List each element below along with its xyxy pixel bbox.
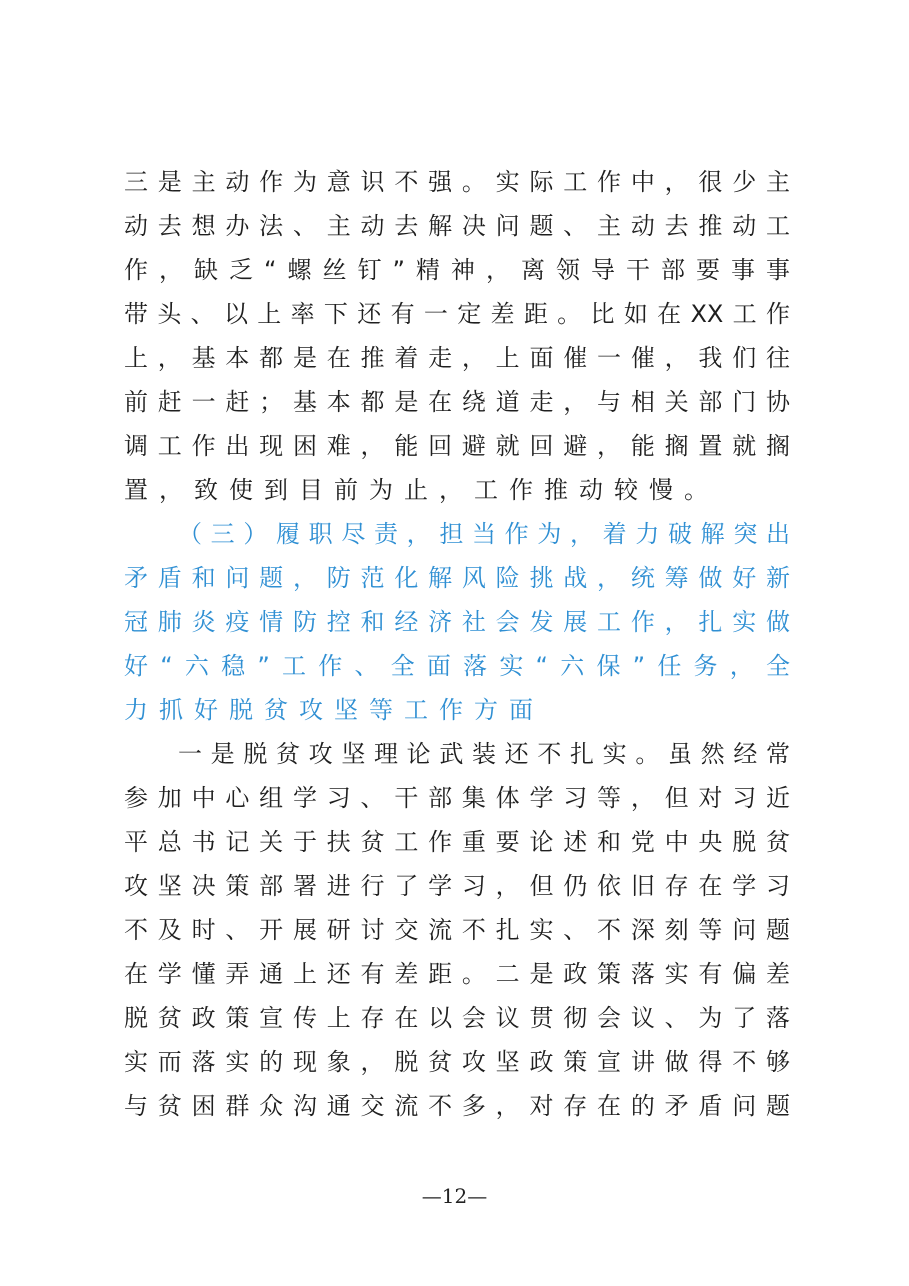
- paragraph-poverty-alleviation: [124, 732, 790, 1128]
- text-line: 带头、以上率下还有一定差距。比如在XX工作: [124, 300, 790, 328]
- text-line: 平总书记关于扶贫工作重要论述和党中央脱贫: [124, 828, 790, 856]
- text-line: 不及时、开展研讨交流不扎实、不深刻等问题: [124, 916, 790, 944]
- text-line: 上，基本都是在推着走，上面催一催，我们往: [124, 344, 790, 372]
- text-line: 攻坚决策部署进行了学习，但仍依旧存在学习: [124, 872, 790, 900]
- text-line: 脱贫政策宣传上存在以会议贯彻会议、为了落: [124, 1004, 790, 1032]
- text-line: 一是脱贫攻坚理论武装还不扎实。虽然经常: [178, 740, 790, 768]
- heading-line: 好“六稳”工作、全面落实“六保”任务，全: [124, 652, 790, 680]
- heading-line: （三）履职尽责，担当作为，着力破解突出: [178, 520, 790, 548]
- text-line: 与贫困群众沟通交流不多，对存在的矛盾问题: [124, 1092, 790, 1120]
- paragraph-proactive-action: [124, 160, 790, 512]
- heading-line: 冠肺炎疫情防控和经济社会发展工作，扎实做: [124, 608, 790, 636]
- text-line: 实而落实的现象，脱贫攻坚政策宣讲做得不够: [124, 1048, 790, 1076]
- heading-line: 矛盾和问题，防范化解风险挑战，统筹做好新: [124, 564, 790, 592]
- text-line: 调工作出现困难，能回避就回避，能搁置就搁: [124, 432, 790, 460]
- text-line: 置，致使到目前为止，工作推动较慢。: [124, 476, 719, 504]
- page-content: [124, 160, 790, 1128]
- page-number: —12—: [421, 1184, 488, 1208]
- section-heading: [124, 512, 790, 732]
- text-line: 在学懂弄通上还有差距。二是政策落实有偏差: [124, 960, 790, 988]
- text-line: 前赶一赶；基本都是在绕道走，与相关部门协: [124, 388, 790, 416]
- text-line: 动去想办法、主动去解决问题、主动去推动工: [124, 212, 790, 240]
- text-line: 作，缺乏“螺丝钉”精神，离领导干部要事事: [124, 256, 790, 284]
- text-line: 参加中心组学习、干部集体学习等，但对习近: [124, 784, 790, 812]
- text-line: 三是主动作为意识不强。实际工作中，很少主: [124, 168, 790, 196]
- heading-line: 力抓好脱贫攻坚等工作方面: [124, 696, 544, 724]
